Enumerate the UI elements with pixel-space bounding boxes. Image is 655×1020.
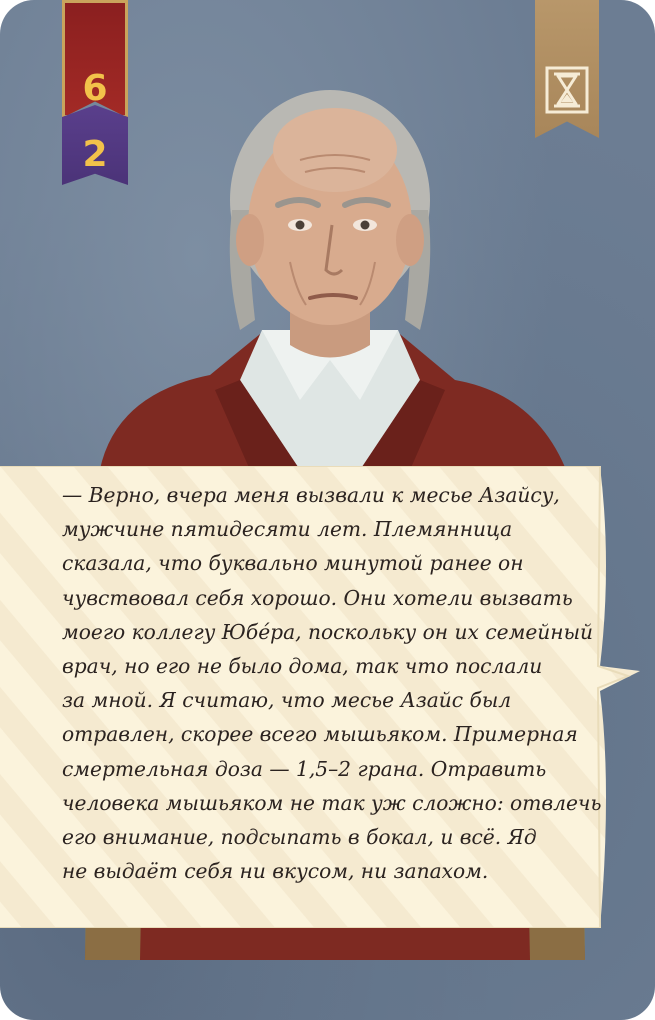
quote-line: чувствовал себя хорошо. Они хотели вызвать [62,585,573,610]
quote-line: смертельная доза — 1,5–2 грана. Отравить [62,756,547,781]
quote-line: сказала, что буквально минутой ранее он [62,551,524,576]
quote-line: мужчине пятидесяти лет. Племянница [62,517,513,542]
quote-line: моего коллегу Юбéра, поскольку он их семейный [62,619,594,644]
quote-line: врач, но его не было дома, так что послали [62,654,543,679]
quote-text [62,478,602,888]
quote-line: его внимание, подсыпать в бокал, и всё. Яд [62,825,537,850]
quote-line: — Верно, вчера меня вызвали к месье Азайсу, [62,483,560,507]
quote-line: не выдаёт себя ни вкусом, ни запахом. [62,859,489,884]
hourglass-icon [545,66,589,114]
quote-line: человека мышьяком не так уж сложно: отвлечь [62,790,602,815]
quote-line: за мной. Я считаю, что месье Азайс был [62,688,512,713]
quote-line: отравлен, скорее всего мышьяком. Примерная [62,722,578,747]
red-stat-value: 6 [82,68,108,109]
purple-stat-value: 2 [82,134,108,175]
